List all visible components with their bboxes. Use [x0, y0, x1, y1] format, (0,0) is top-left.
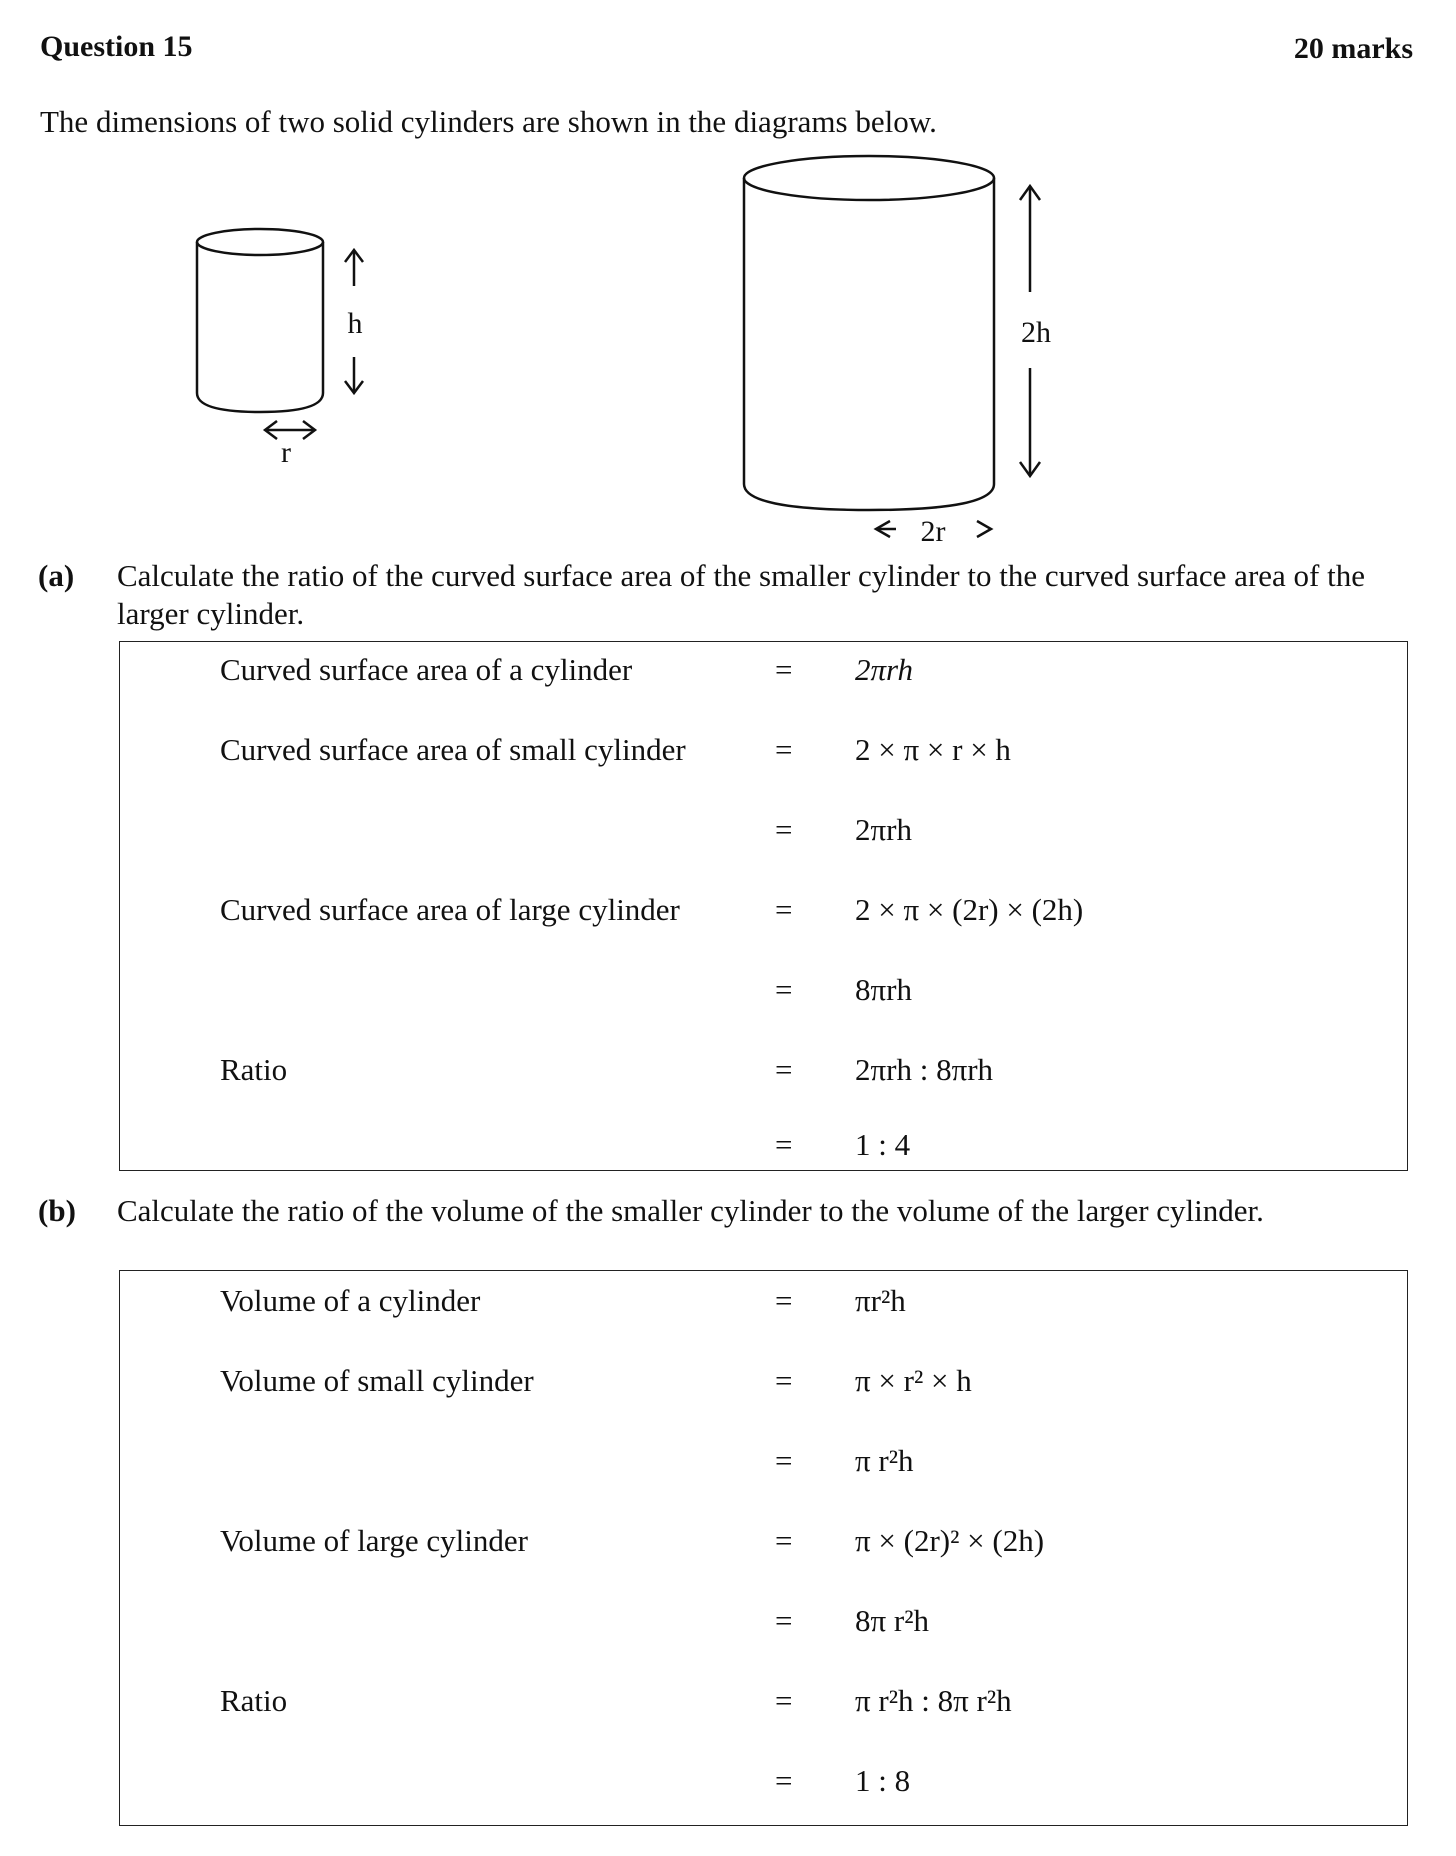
row-label: Volume of small cylinder	[220, 1363, 534, 1398]
row-value: 1 : 4	[855, 1127, 911, 1162]
equals-sign: =	[775, 1523, 793, 1558]
part-a-question: Calculate the ratio of the curved surface area of the smaller cylinder to the curved surface area of the larger cylinder.	[117, 558, 1365, 631]
large-height-label: 2h	[1021, 316, 1051, 349]
row-value: πr²h	[855, 1283, 906, 1318]
row-label: Ratio	[220, 1052, 288, 1087]
question-title: Question 15	[40, 30, 193, 63]
small-cylinder	[197, 229, 323, 412]
equals-sign: =	[775, 1443, 793, 1478]
row-value: 8πrh	[855, 972, 912, 1007]
part-b-label: (b)	[38, 1193, 76, 1228]
row-value: 1 : 8	[855, 1763, 911, 1798]
part-a-answer-box	[119, 641, 1408, 1171]
equals-sign: =	[775, 972, 793, 1007]
equals-sign: =	[775, 1603, 793, 1638]
row-value: π × r² × h	[855, 1363, 972, 1398]
row-value: 8π r²h	[855, 1603, 930, 1638]
row-value	[855, 652, 913, 688]
equals-sign: =	[775, 1363, 793, 1398]
row-value: 2 × π × r × h	[855, 732, 1011, 767]
equals-sign: =	[775, 1683, 793, 1718]
row-value: 2 × π × (2r) × (2h)	[855, 892, 1084, 927]
value-text: 2πrh	[855, 652, 914, 687]
cylinders-diagram	[0, 150, 1456, 550]
equals-sign: =	[775, 812, 793, 847]
intro-text: The dimensions of two solid cylinders are shown in the diagrams below.	[40, 104, 937, 139]
equals-sign: =	[775, 1052, 793, 1087]
equals-sign: =	[775, 892, 793, 927]
row-label: Volume of large cylinder	[220, 1523, 528, 1558]
row-value: π r²h	[855, 1443, 914, 1478]
small-radius-label: r	[281, 436, 291, 469]
row-label: Ratio	[220, 1683, 288, 1718]
small-height-label: h	[347, 307, 363, 340]
row-value: 2πrh : 8πrh	[855, 1052, 994, 1087]
row-label: Curved surface area of small cylinder	[220, 732, 686, 767]
row-label: Curved surface area of a cylinder	[220, 652, 633, 687]
equals-sign: =	[775, 1763, 793, 1798]
equals-sign: =	[775, 1127, 793, 1162]
row-label: Volume of a cylinder	[220, 1283, 481, 1318]
equals-sign: =	[775, 732, 793, 767]
row-value: π r²h : 8π r²h	[855, 1683, 1012, 1718]
row-value: π × (2r)² × (2h)	[855, 1523, 1045, 1558]
large-radius-label: 2r	[920, 515, 946, 548]
large-cylinder	[744, 156, 994, 510]
equals-sign: =	[775, 652, 793, 687]
part-a-label: (a)	[38, 558, 75, 593]
row-label: Curved surface area of large cylinder	[220, 892, 680, 927]
part-b-answer-box	[119, 1270, 1408, 1826]
marks-label: 20 marks	[1293, 32, 1413, 65]
part-b-question: Calculate the ratio of the volume of the smaller cylinder to the volume of the larger cylinder.	[117, 1193, 1264, 1228]
equals-sign: =	[775, 1283, 793, 1318]
row-value: 2πrh	[855, 812, 912, 847]
